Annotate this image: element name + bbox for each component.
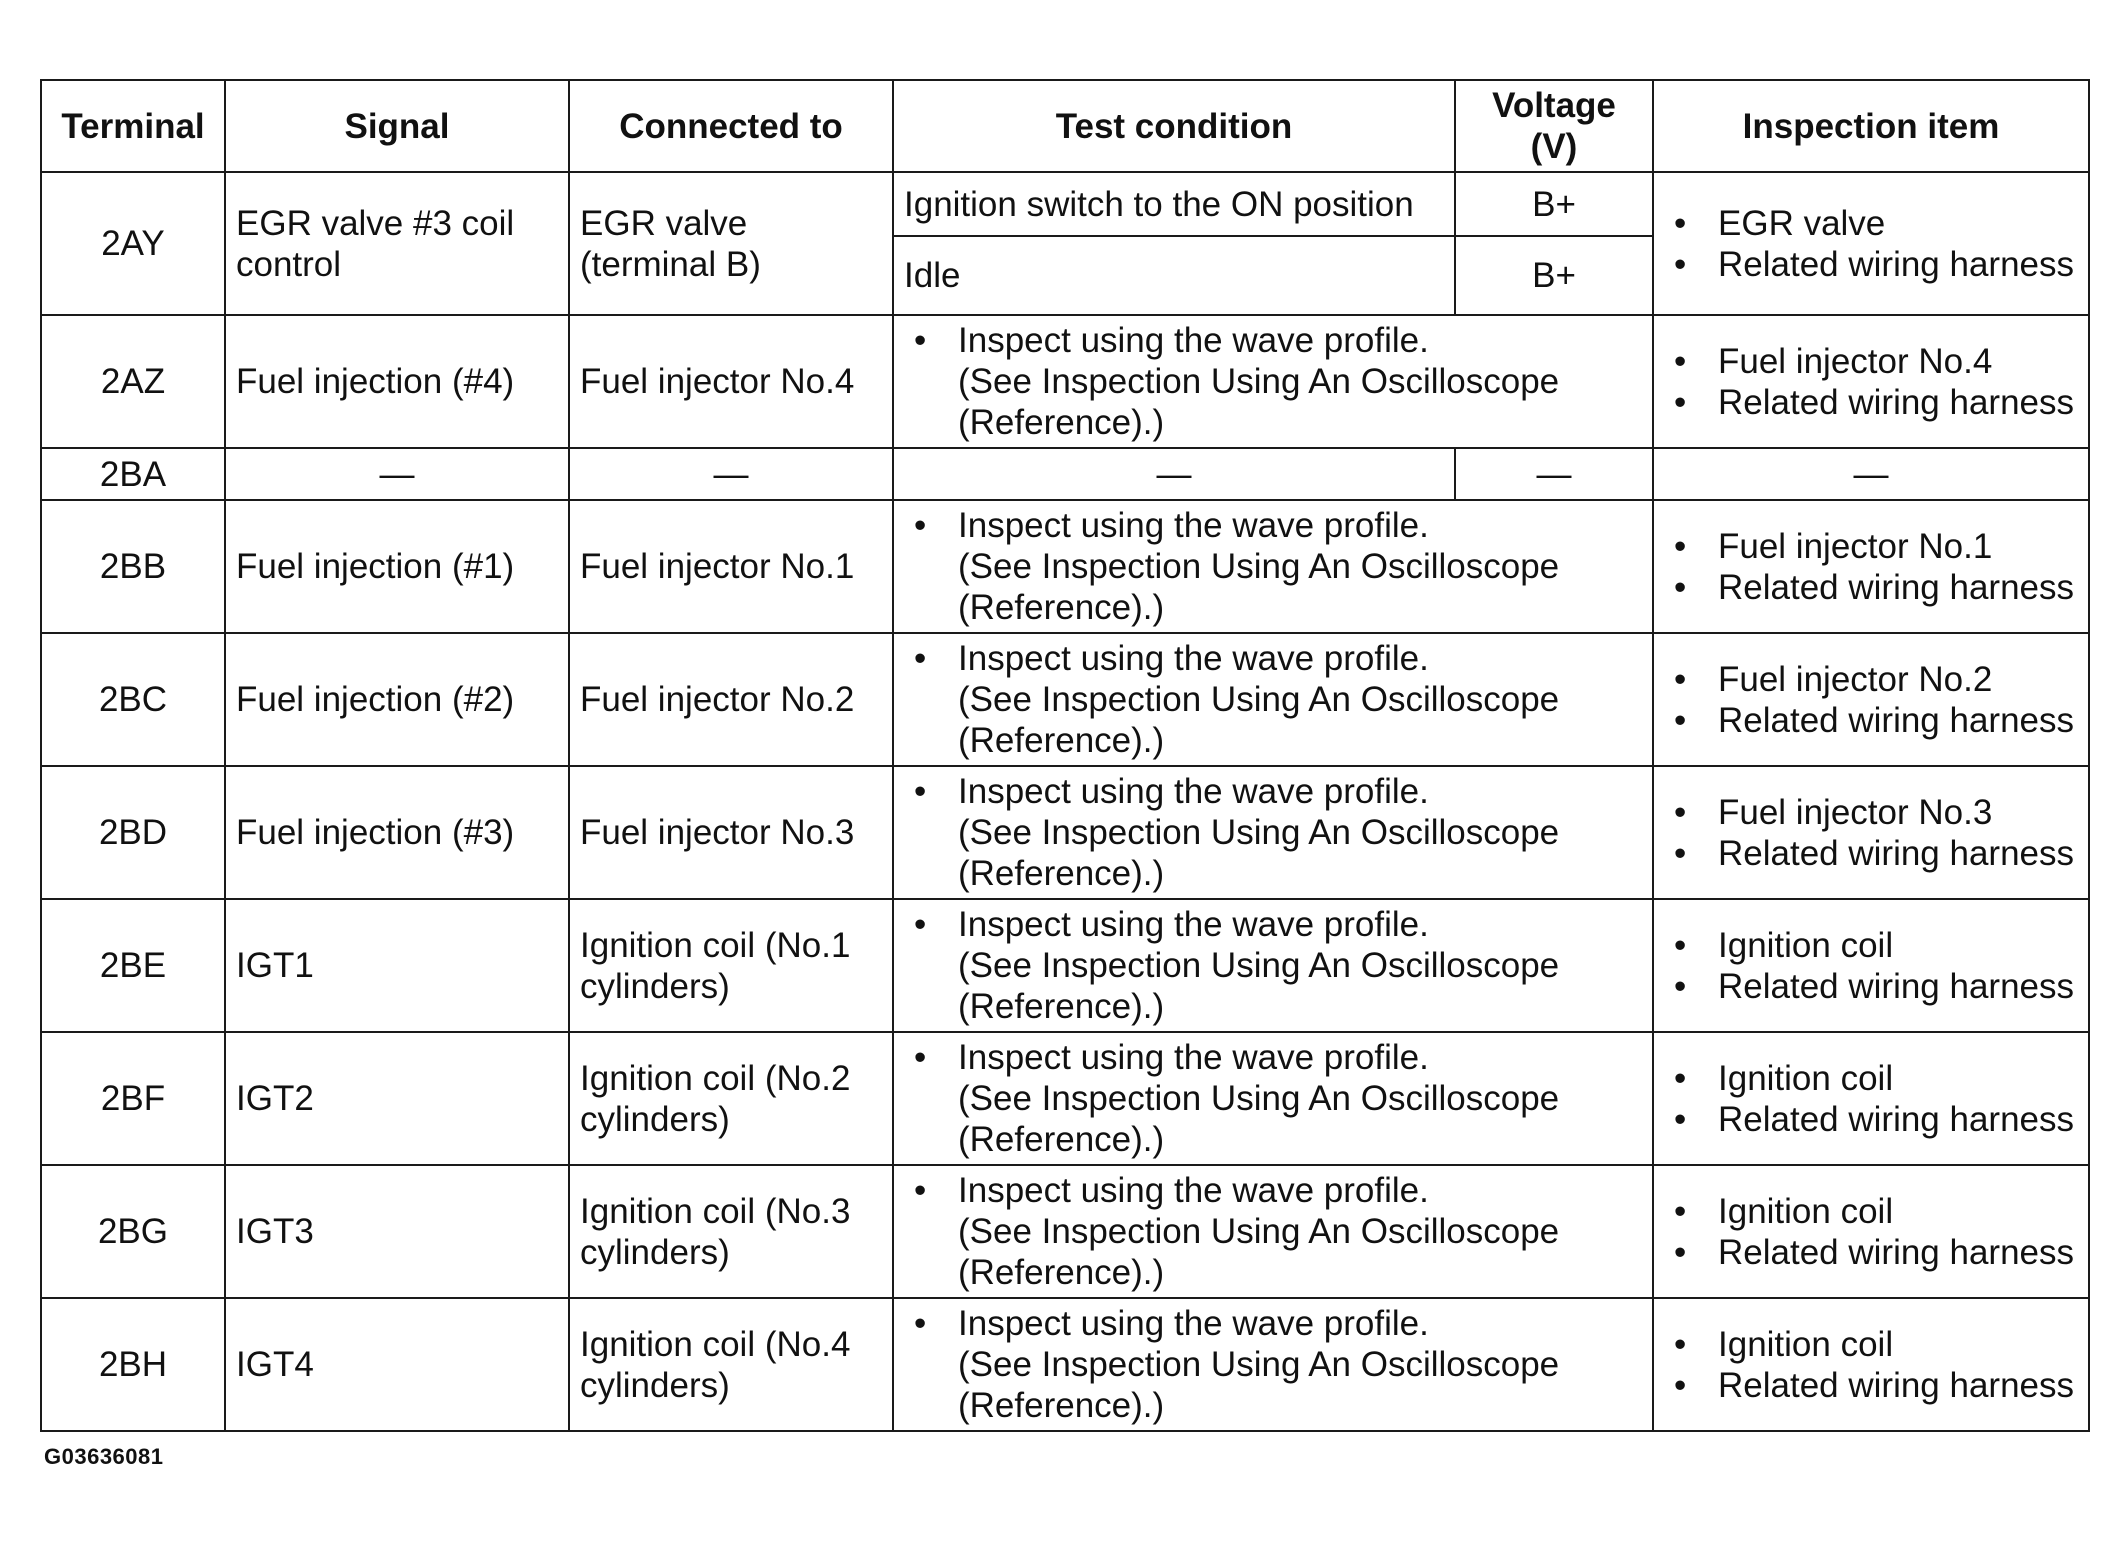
condition-cell [893, 500, 1653, 633]
table-row [41, 315, 2089, 448]
condition-list [904, 320, 1642, 443]
condition-text: Inspect using the wave profile. [958, 321, 1429, 360]
list-item: • Ignition coil [1718, 1058, 2078, 1099]
connected-to-cell: Ignition coil (No.3 cylinders) [569, 1165, 893, 1298]
condition-text: Inspect using the wave profile. [958, 1038, 1429, 1077]
list-item [958, 771, 1642, 894]
condition-cell: — [893, 448, 1455, 500]
header-signal: Signal [225, 80, 569, 172]
table-row [41, 448, 2089, 500]
condition-text: Inspect using the wave profile. [958, 506, 1429, 545]
table-row [41, 633, 2089, 766]
inspection-cell [1653, 1298, 2089, 1431]
header-connected-to: Connected to [569, 80, 893, 172]
condition-text: Inspect using the wave profile. [958, 1171, 1429, 1210]
condition-reference: (See Inspection Using An Oscilloscope (Reference).) [958, 680, 1560, 760]
header-row [41, 80, 2089, 172]
list-item: • Ignition coil [1718, 925, 2078, 966]
table-row [41, 500, 2089, 633]
condition-cell [893, 1298, 1653, 1431]
signal-cell: IGT2 [225, 1032, 569, 1165]
header-voltage: Voltage (V) [1455, 80, 1653, 172]
header-test-condition: Test condition [893, 80, 1455, 172]
list-item: • Related wiring harness [1718, 966, 2078, 1007]
list-item: • Related wiring harness [1718, 567, 2078, 608]
condition-reference: (See Inspection Using An Oscilloscope (Reference).) [958, 1212, 1560, 1292]
list-item [958, 505, 1642, 628]
connected-to-cell: Fuel injector No.4 [569, 315, 893, 448]
table-row [41, 899, 2089, 1032]
list-item: • Fuel injector No.3 [1718, 792, 2078, 833]
connected-to-cell: — [569, 448, 893, 500]
inspection-list [1664, 203, 2078, 285]
inspection-list [1664, 1324, 2078, 1406]
signal-cell: Fuel injection (#4) [225, 315, 569, 448]
signal-cell: EGR valve #3 coil control [225, 172, 569, 315]
table-row [41, 172, 2089, 236]
signal-cell: IGT4 [225, 1298, 569, 1431]
condition-text: Inspect using the wave profile. [958, 1304, 1429, 1343]
voltage-cell: — [1455, 448, 1653, 500]
list-item: • Ignition coil [1718, 1191, 2078, 1232]
list-item: • Ignition coil [1718, 1324, 2078, 1365]
condition-list [904, 904, 1642, 1027]
condition-list [904, 638, 1642, 761]
inspection-list [1664, 792, 2078, 874]
list-item: • Related wiring harness [1718, 833, 2078, 874]
voltage-cell: B+ [1455, 236, 1653, 315]
table-row [41, 1165, 2089, 1298]
condition-list [904, 1170, 1642, 1293]
list-item [958, 638, 1642, 761]
list-item [958, 904, 1642, 1027]
inspection-list [1664, 526, 2078, 608]
terminal-cell: 2BG [41, 1165, 225, 1298]
condition-text: Inspect using the wave profile. [958, 905, 1429, 944]
signal-cell: — [225, 448, 569, 500]
list-item: • Related wiring harness [1718, 1365, 2078, 1406]
list-item: • Related wiring harness [1718, 244, 2078, 285]
inspection-list [1664, 659, 2078, 741]
condition-list [904, 1303, 1642, 1426]
inspection-cell [1653, 1165, 2089, 1298]
inspection-list [1664, 1058, 2078, 1140]
list-item: • Fuel injector No.4 [1718, 341, 2078, 382]
list-item: • Related wiring harness [1718, 1232, 2078, 1273]
condition-reference: (See Inspection Using An Oscilloscope (Reference).) [958, 946, 1560, 1026]
terminal-cell: 2BA [41, 448, 225, 500]
connected-to-cell: EGR valve (terminal B) [569, 172, 893, 315]
inspection-cell [1653, 633, 2089, 766]
condition-text: Inspect using the wave profile. [958, 639, 1429, 678]
inspection-cell: — [1653, 448, 2089, 500]
terminal-cell: 2BF [41, 1032, 225, 1165]
connected-to-cell: Fuel injector No.2 [569, 633, 893, 766]
condition-reference: (See Inspection Using An Oscilloscope (Reference).) [958, 362, 1560, 442]
list-item [958, 1037, 1642, 1160]
connected-to-cell: Fuel injector No.3 [569, 766, 893, 899]
list-item: • Fuel injector No.1 [1718, 526, 2078, 567]
signal-cell: Fuel injection (#1) [225, 500, 569, 633]
terminal-cell: 2BB [41, 500, 225, 633]
condition-list [904, 1037, 1642, 1160]
condition-list [904, 771, 1642, 894]
signal-cell: Fuel injection (#3) [225, 766, 569, 899]
condition-cell: Ignition switch to the ON position [893, 172, 1455, 236]
signal-cell: IGT1 [225, 899, 569, 1032]
list-item: • EGR valve [1718, 203, 2078, 244]
inspection-cell [1653, 766, 2089, 899]
figure-code: G03636081 [44, 1444, 164, 1469]
condition-reference: (See Inspection Using An Oscilloscope (Reference).) [958, 1079, 1560, 1159]
inspection-cell [1653, 1032, 2089, 1165]
list-item: • Related wiring harness [1718, 382, 2078, 423]
condition-cell [893, 766, 1653, 899]
condition-list [904, 505, 1642, 628]
header-inspection-item: Inspection item [1653, 80, 2089, 172]
list-item: • Related wiring harness [1718, 1099, 2078, 1140]
signal-cell: IGT3 [225, 1165, 569, 1298]
header-terminal: Terminal [41, 80, 225, 172]
list-item: • Fuel injector No.2 [1718, 659, 2078, 700]
inspection-cell [1653, 899, 2089, 1032]
inspection-cell [1653, 500, 2089, 633]
inspection-cell [1653, 315, 2089, 448]
table-row [41, 766, 2089, 899]
inspection-list [1664, 1191, 2078, 1273]
terminal-cell: 2AZ [41, 315, 225, 448]
list-item [958, 1303, 1642, 1426]
connected-to-cell: Fuel injector No.1 [569, 500, 893, 633]
condition-reference: (See Inspection Using An Oscilloscope (Reference).) [958, 547, 1560, 627]
voltage-cell: B+ [1455, 172, 1653, 236]
condition-reference: (See Inspection Using An Oscilloscope (Reference).) [958, 1345, 1560, 1425]
condition-text: Inspect using the wave profile. [958, 772, 1429, 811]
inspection-cell [1653, 172, 2089, 315]
terminal-cell: 2BH [41, 1298, 225, 1431]
connected-to-cell: Ignition coil (No.4 cylinders) [569, 1298, 893, 1431]
connected-to-cell: Ignition coil (No.2 cylinders) [569, 1032, 893, 1165]
condition-cell [893, 899, 1653, 1032]
signal-cell: Fuel injection (#2) [225, 633, 569, 766]
terminal-inspection-table [40, 79, 2090, 1432]
table-row [41, 1298, 2089, 1431]
list-item: • Related wiring harness [1718, 700, 2078, 741]
inspection-list [1664, 925, 2078, 1007]
terminal-cell: 2BC [41, 633, 225, 766]
table-row [41, 1032, 2089, 1165]
list-item [958, 320, 1642, 443]
condition-cell [893, 315, 1653, 448]
inspection-list [1664, 341, 2078, 423]
condition-cell [893, 1032, 1653, 1165]
terminal-cell: 2BE [41, 899, 225, 1032]
condition-cell [893, 1165, 1653, 1298]
condition-reference: (See Inspection Using An Oscilloscope (Reference).) [958, 813, 1560, 893]
terminal-cell: 2AY [41, 172, 225, 315]
list-item [958, 1170, 1642, 1293]
terminal-cell: 2BD [41, 766, 225, 899]
connected-to-cell: Ignition coil (No.1 cylinders) [569, 899, 893, 1032]
condition-cell [893, 633, 1653, 766]
condition-cell: Idle [893, 236, 1455, 315]
